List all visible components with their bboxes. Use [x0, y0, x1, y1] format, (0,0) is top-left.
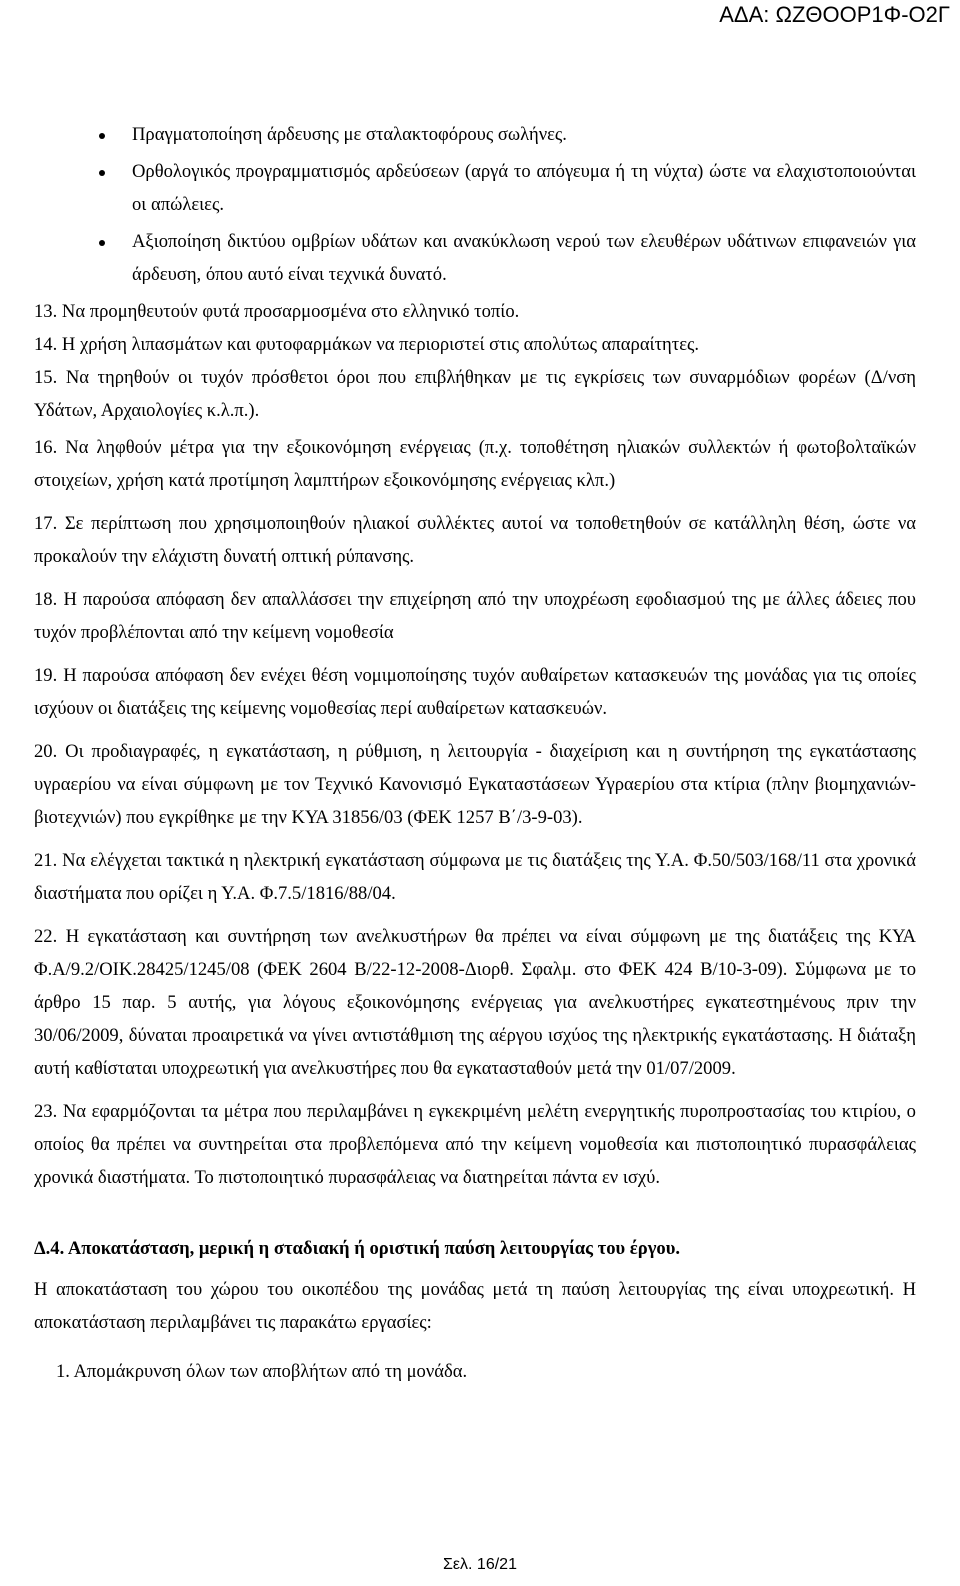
list-item [34, 583, 916, 649]
item-text: Να ελέγχεται τακτικά η ηλεκτρική εγκατάσταση σύμφωνα με τις διατάξεις της Υ.Α. Φ.50/503/168/11 στα χρονικά διαστήματα που ορίζει η Υ.Α. Φ.7.5/1816/88/04. [34, 850, 916, 904]
bullet-dot-icon [99, 133, 105, 139]
list-item [34, 507, 916, 573]
bullet-dot-icon [99, 240, 105, 246]
bullet-item [34, 225, 916, 291]
list-item [34, 361, 916, 427]
item-text: Η εγκατάσταση και συντήρηση των ανελκυστήρων θα πρέπει να είναι σύμφωνη με της διατάξεις της ΚΥΑ Φ.Α/9.2/ΟΙΚ.28425/1245/08 (ΦΕΚ 2604 Β/22-12-2008-Διορθ. Σφαλμ. στο ΦΕΚ 424 Β/10-3-09). Σύμφωνα με το άρθρο 15 παρ. 5 αυτής, για λόγους εξοικονόμησης ενέργειας για ανελκυστήρες εγκατεστημένους πριν την 30/06/2009, δύναται προαιρετικά να γίνει αντιστάθμιση της αέργου ισχύος της ηλεκτρικής εγκατάστασης. Η διάταξη αυτή καθίσταται υποχρεωτική για ανελκυστήρες που θα εγκατασταθούν μετά την 01/07/2009. [34, 926, 916, 1079]
item-number: 17. [34, 513, 58, 534]
item-text: Σε περίπτωση που χρησιμοποιηθούν ηλιακοί συλλέκτες αυτοί να τοποθετηθούν σε κατάλληλη θέση, ώστε να προκαλούν την ελάχιστη δυνατή οπτική ρύπανσης. [34, 513, 916, 567]
bullet-text: Ορθολογικός προγραμματισμός αρδεύσεων (αργά το απόγευμα ή τη νύχτα) ώστε να ελαχιστοποιούνται οι απώλειες. [132, 161, 916, 215]
item-number: 16. [34, 437, 58, 458]
item-text: Οι προδιαγραφές, η εγκατάσταση, η ρύθμιση, η λειτουργία - διαχείριση και η συντήρηση της εγκατάστασης υγραερίου να είναι σύμφωνη με τον Τεχνικό Κανονισμό Εγκαταστάσεων Υγραερίου στα κτίρια (πλην βιομηχανιών-βιοτεχνιών) που εγκρίθηκε με την ΚΥΑ 31856/03 (ΦΕΚ 1257 Β΄/3-9-03). [34, 741, 917, 828]
bullet-item [34, 155, 916, 221]
item-text: Να προμηθευτούν φυτά προσαρμοσμένα στο ελληνικό τοπίο. [61, 301, 520, 322]
item-number: 13. [34, 301, 58, 322]
item-text: Η χρήση λιπασμάτων και φυτοφαρμάκων να περιοριστεί στις απολύτως απαραίτητες. [61, 334, 700, 355]
list-item [34, 920, 916, 1085]
item-number: 15. [34, 367, 58, 388]
item-text: Η παρούσα απόφαση δεν απαλλάσσει την επιχείρηση από την υποχρέωση εφοδιασμού της με άλλες άδειες που τυχόν προβλέπονται από την κείμενη νομοθεσία [34, 589, 916, 643]
item-number: 18. [34, 589, 58, 610]
item-text: Η παρούσα απόφαση δεν ενέχει θέση νομιμοποίησης τυχόν αυθαίρετων κατασκευών της μονάδας για τις οποίες ισχύουν οι διατάξεις της κείμενης νομοθεσίας περί αυθαίρετων κατασκευών. [34, 665, 916, 719]
ada-code: ΑΔΑ: ΩΖΘΟΟΡ1Φ-Ο2Γ [719, 2, 950, 27]
item-text: Να ληφθούν μέτρα για την εξοικονόμηση ενέργειας (π.χ. τοποθέτηση ηλιακών συλλεκτών ή φωτοβολταϊκών στοιχείων, χρήση κατά προτίμηση λαμπτήρων εξοικονόμησης ενέργειας κλπ.) [34, 437, 916, 491]
bullet-text: Πραγματοποίηση άρδευσης με σταλακτοφόρους σωλήνες. [132, 124, 567, 145]
page-number: Σελ. 16/21 [443, 1556, 517, 1573]
sub-item-number: 1. [56, 1361, 70, 1382]
list-item [34, 844, 916, 910]
bullet-dot-icon [99, 170, 105, 176]
list-item [34, 328, 916, 361]
section-paragraph: Η αποκατάσταση του χώρου του οικοπέδου της μονάδας μετά τη παύση λειτουργίας της είναι υποχρεωτική. Η αποκατάσταση περιλαμβάνει τις παρακάτω εργασίες: [34, 1279, 916, 1333]
sub-list-item [34, 1355, 916, 1388]
numbered-list [34, 295, 916, 1194]
section-heading: Δ.4. Αποκατάσταση, μερική η σταδιακή ή οριστική παύση λειτουργίας του έργου. [34, 1238, 680, 1259]
bullet-list [34, 118, 916, 291]
item-number: 22. [34, 926, 58, 947]
item-number: 21. [34, 850, 58, 871]
list-item [34, 735, 916, 834]
document-body [34, 118, 916, 1388]
item-number: 23. [34, 1101, 58, 1122]
list-item [34, 295, 916, 328]
sub-list [34, 1355, 916, 1388]
item-text: Να τηρηθούν οι τυχόν πρόσθετοι όροι που επιβλήθηκαν με τις εγκρίσεις των συναρμόδιων φορέων (Δ/νση Υδάτων, Αρχαιολογίες κ.λ.π.). [34, 367, 916, 421]
list-item [34, 431, 916, 497]
list-item [34, 659, 916, 725]
sub-item-text: Απομάκρυνση όλων των αποβλήτων από τη μονάδα. [73, 1361, 468, 1382]
item-number: 19. [34, 665, 58, 686]
item-text: Να εφαρμόζονται τα μέτρα που περιλαμβάνει η εγκεκριμένη μελέτη ενεργητικής πυροπροστασίας του κτιρίου, ο οποίος θα πρέπει να συντηρείται στα προβλεπόμενα από την κείμενη νομοθεσία και πιστοποιητικό πυρασφάλειας χρονικά διαστήματα. Το πιστοποιητικό πυρασφάλειας να διατηρείται πάντα εν ισχύ. [34, 1101, 916, 1188]
bullet-item [34, 118, 916, 151]
item-number: 14. [34, 334, 58, 355]
bullet-text: Αξιοποίηση δικτύου ομβρίων υδάτων και ανακύκλωση νερού των ελευθέρων υδάτινων επιφανειών για άρδευση, όπου αυτό είναι τεχνικά δυνατό. [132, 231, 916, 285]
item-number: 20. [34, 741, 58, 762]
list-item [34, 1095, 916, 1194]
